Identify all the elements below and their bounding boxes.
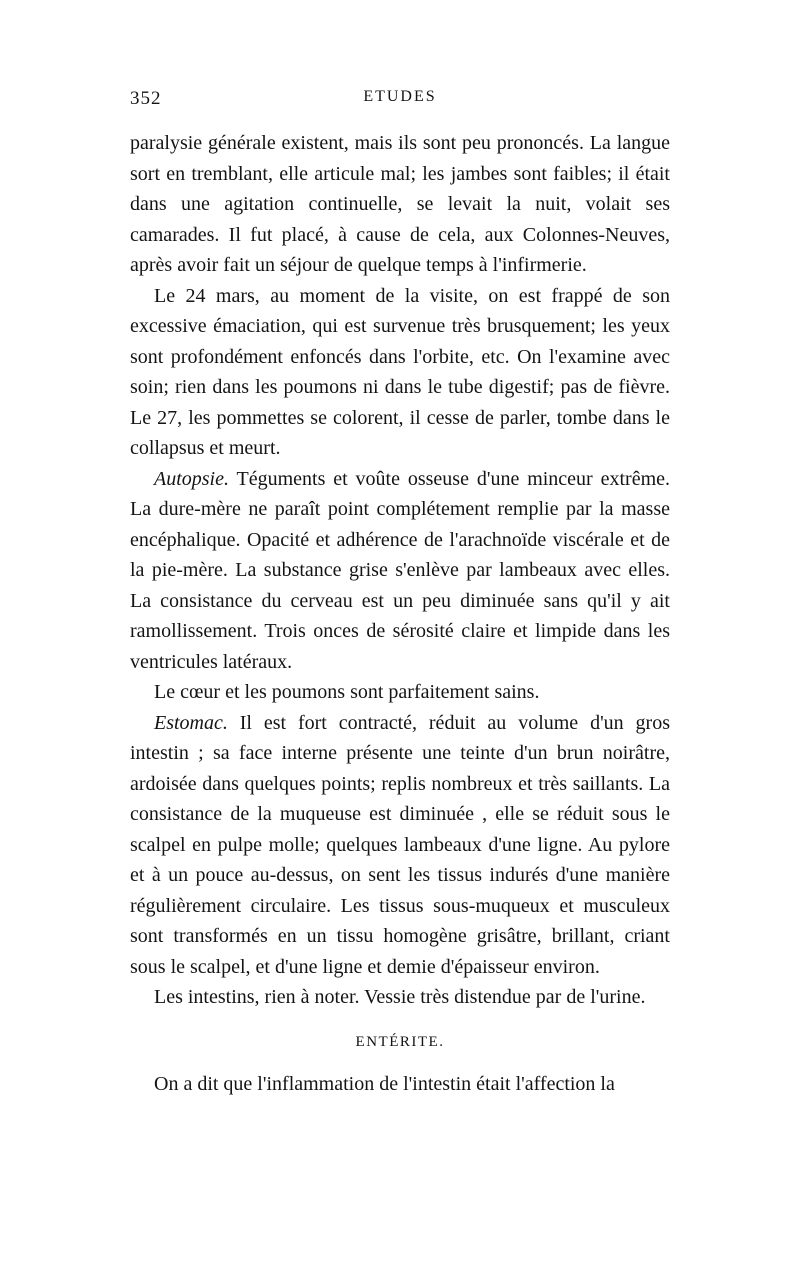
paragraph-section-opening bbox=[130, 1069, 670, 1100]
section-heading: ENTÉRITE. bbox=[355, 1033, 445, 1050]
paragraph-text: paralysie générale existent, mais ils sont peu prononcés. La langue sort en tremblant, elle articule mal; les jambes sont faibles; il était dans une agitation continuelle, se levait la nuit, volait ses camarades. Il fut placé, à cause de cela, aux Colonnes-Neuves, après avoir fait un séjour de quelque temps à l'infirmerie. bbox=[130, 132, 670, 276]
paragraph-autopsy bbox=[130, 464, 670, 678]
paragraph-lead: Autopsie. bbox=[154, 467, 229, 490]
paragraph-visit bbox=[130, 281, 670, 464]
paragraph-text: Le cœur et les poumons sont parfaitement sains. bbox=[154, 681, 540, 703]
paragraph-intestines bbox=[130, 982, 670, 1013]
paragraph-stomach bbox=[130, 708, 670, 983]
paragraph-text: Le 24 mars, au moment de la visite, on est frappé de son excessive émaciation, qui est survenue très brusquement; les yeux sont profondément enfoncés dans l'orbite, etc. On l'examine avec soin; rien dans les poumons ni dans le tube digestif; pas de fièvre. Le 27, les pommettes se colorent, il cesse de parler, tombe dans le collapsus et meurt. bbox=[130, 284, 670, 459]
paragraph-text: Il est fort contracté, réduit au volume d'un gros intestin ; sa face interne présente une teinte d'un brun noirâtre, ardoisée dans quelques points; replis nombreux et très saillants. La consistance de la muqueuse est diminuée , elle se réduit sous le scalpel en pulpe molle; quelques lambeaux d'une ligne. Au pylore et à un pouce au-dessus, on sent les tissus indurés d'une manière régulièrement circulaire. Les tissus sous-muqueux et musculeux sont transformés en un tissu homogène grisâtre, brillant, criant sous le scalpel, et d'une ligne et demie d'épaisseur environ. bbox=[130, 711, 670, 978]
paragraph-heart-lungs bbox=[130, 677, 670, 708]
paragraph-text: Les intestins, rien à noter. Vessie très distendue par de l'urine. bbox=[154, 986, 646, 1008]
running-title: ETUDES bbox=[363, 88, 437, 105]
paragraph-lead: Estomac. bbox=[154, 711, 228, 734]
paragraph-continuation bbox=[130, 128, 670, 281]
paragraph-text: Téguments et voûte osseuse d'une minceur extrême. La dure-mère ne paraît point complétement remplie par la masse encéphalique. Opacité et adhérence de l'arachnoïde viscérale et de la pie-mère. La substance grise s'enlève par lambeaux avec elles. La consistance du cerveau est un peu diminuée sans qu'il y ait ramollissement. Trois onces de sérosité claire et limpide dans les ventricules latéraux. bbox=[130, 467, 670, 673]
page-number: 352 bbox=[130, 88, 162, 109]
body-text bbox=[130, 128, 670, 1100]
running-header bbox=[130, 88, 670, 118]
paragraph-text: On a dit que l'inflammation de l'intestin était l'affection la bbox=[154, 1073, 615, 1095]
